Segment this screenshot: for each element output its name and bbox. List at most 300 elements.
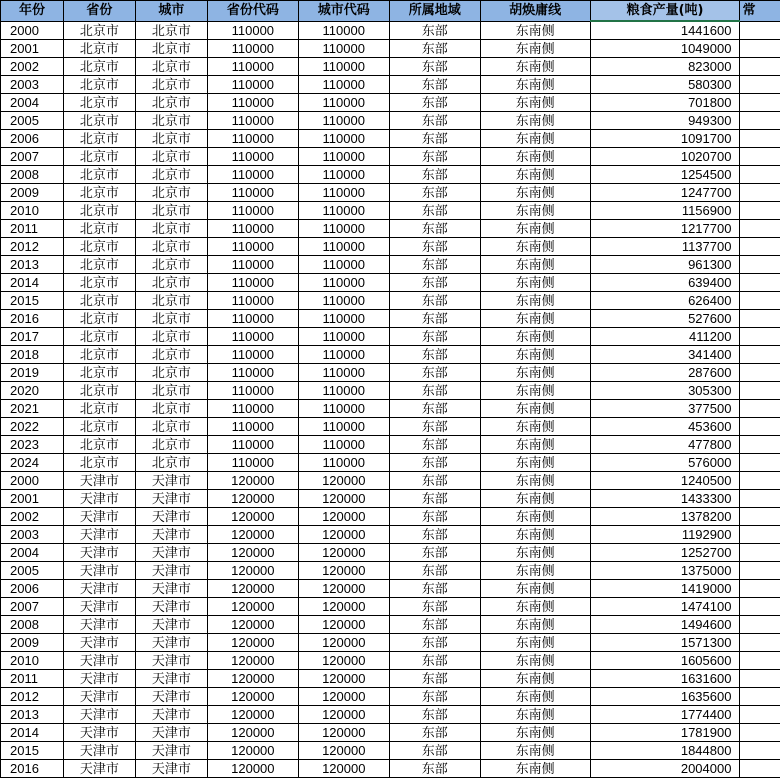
cell-empty[interactable] bbox=[740, 508, 780, 526]
cell-region[interactable]: 东部 bbox=[389, 292, 480, 310]
cell-year[interactable]: 2011 bbox=[1, 220, 64, 238]
cell-city-code[interactable]: 110000 bbox=[298, 256, 389, 274]
cell-province[interactable]: 天津市 bbox=[63, 490, 135, 508]
cell-empty[interactable] bbox=[740, 544, 780, 562]
cell-year[interactable]: 2017 bbox=[1, 328, 64, 346]
cell-province-code[interactable]: 110000 bbox=[207, 310, 298, 328]
cell-hu-line[interactable]: 东南侧 bbox=[480, 544, 590, 562]
cell-province-code[interactable]: 110000 bbox=[207, 220, 298, 238]
cell-hu-line[interactable]: 东南侧 bbox=[480, 508, 590, 526]
cell-city[interactable]: 北京市 bbox=[135, 148, 207, 166]
cell-hu-line[interactable]: 东南侧 bbox=[480, 688, 590, 706]
cell-grain-output[interactable]: 1252700 bbox=[590, 544, 740, 562]
cell-city-code[interactable]: 110000 bbox=[298, 130, 389, 148]
cell-hu-line[interactable]: 东南侧 bbox=[480, 580, 590, 598]
cell-province-code[interactable]: 110000 bbox=[207, 346, 298, 364]
cell-province-code[interactable]: 110000 bbox=[207, 400, 298, 418]
cell-city[interactable]: 天津市 bbox=[135, 526, 207, 544]
cell-grain-output[interactable]: 1091700 bbox=[590, 130, 740, 148]
cell-region[interactable]: 东部 bbox=[389, 526, 480, 544]
cell-grain-output[interactable]: 1049000 bbox=[590, 40, 740, 58]
cell-empty[interactable] bbox=[740, 688, 780, 706]
cell-city-code[interactable]: 110000 bbox=[298, 346, 389, 364]
cell-province-code[interactable]: 110000 bbox=[207, 202, 298, 220]
cell-grain-output[interactable]: 1441600 bbox=[590, 21, 740, 40]
cell-region[interactable]: 东部 bbox=[389, 166, 480, 184]
cell-grain-output[interactable]: 341400 bbox=[590, 346, 740, 364]
cell-grain-output[interactable]: 580300 bbox=[590, 76, 740, 94]
cell-province-code[interactable]: 120000 bbox=[207, 472, 298, 490]
cell-province-code[interactable]: 110000 bbox=[207, 40, 298, 58]
cell-province-code[interactable]: 110000 bbox=[207, 112, 298, 130]
cell-hu-line[interactable]: 东南侧 bbox=[480, 472, 590, 490]
cell-year[interactable]: 2024 bbox=[1, 454, 64, 472]
cell-region[interactable]: 东部 bbox=[389, 58, 480, 76]
cell-hu-line[interactable]: 东南侧 bbox=[480, 670, 590, 688]
cell-province[interactable]: 天津市 bbox=[63, 706, 135, 724]
cell-city[interactable]: 北京市 bbox=[135, 202, 207, 220]
cell-city[interactable]: 天津市 bbox=[135, 742, 207, 760]
cell-city-code[interactable]: 110000 bbox=[298, 310, 389, 328]
cell-year[interactable]: 2009 bbox=[1, 184, 64, 202]
cell-province[interactable]: 北京市 bbox=[63, 274, 135, 292]
cell-region[interactable]: 东部 bbox=[389, 220, 480, 238]
cell-province-code[interactable]: 110000 bbox=[207, 292, 298, 310]
cell-hu-line[interactable]: 东南侧 bbox=[480, 526, 590, 544]
cell-year[interactable]: 2019 bbox=[1, 364, 64, 382]
cell-empty[interactable] bbox=[740, 58, 780, 76]
cell-city[interactable]: 北京市 bbox=[135, 94, 207, 112]
cell-province[interactable]: 北京市 bbox=[63, 21, 135, 40]
cell-city[interactable]: 北京市 bbox=[135, 292, 207, 310]
cell-city[interactable]: 北京市 bbox=[135, 58, 207, 76]
cell-province-code[interactable]: 120000 bbox=[207, 652, 298, 670]
cell-grain-output[interactable]: 1217700 bbox=[590, 220, 740, 238]
cell-grain-output[interactable]: 453600 bbox=[590, 418, 740, 436]
cell-empty[interactable] bbox=[740, 742, 780, 760]
cell-empty[interactable] bbox=[740, 364, 780, 382]
header-cell-city-code[interactable]: 城市代码 bbox=[298, 1, 389, 22]
cell-city-code[interactable]: 110000 bbox=[298, 328, 389, 346]
cell-province[interactable]: 北京市 bbox=[63, 184, 135, 202]
cell-grain-output[interactable]: 1474100 bbox=[590, 598, 740, 616]
cell-year[interactable]: 2012 bbox=[1, 238, 64, 256]
cell-empty[interactable] bbox=[740, 598, 780, 616]
cell-province-code[interactable]: 110000 bbox=[207, 256, 298, 274]
cell-city-code[interactable]: 110000 bbox=[298, 400, 389, 418]
cell-province-code[interactable]: 120000 bbox=[207, 634, 298, 652]
cell-province[interactable]: 北京市 bbox=[63, 256, 135, 274]
cell-province[interactable]: 北京市 bbox=[63, 166, 135, 184]
cell-year[interactable]: 2009 bbox=[1, 634, 64, 652]
cell-empty[interactable] bbox=[740, 256, 780, 274]
cell-year[interactable]: 2005 bbox=[1, 112, 64, 130]
cell-province[interactable]: 天津市 bbox=[63, 508, 135, 526]
cell-city[interactable]: 北京市 bbox=[135, 436, 207, 454]
cell-province[interactable]: 北京市 bbox=[63, 382, 135, 400]
cell-city[interactable]: 天津市 bbox=[135, 652, 207, 670]
cell-grain-output[interactable]: 377500 bbox=[590, 400, 740, 418]
cell-region[interactable]: 东部 bbox=[389, 400, 480, 418]
cell-city[interactable]: 天津市 bbox=[135, 490, 207, 508]
cell-year[interactable]: 2004 bbox=[1, 94, 64, 112]
cell-year[interactable]: 2008 bbox=[1, 616, 64, 634]
cell-empty[interactable] bbox=[740, 166, 780, 184]
cell-region[interactable]: 东部 bbox=[389, 346, 480, 364]
cell-grain-output[interactable]: 411200 bbox=[590, 328, 740, 346]
cell-year[interactable]: 2003 bbox=[1, 76, 64, 94]
cell-hu-line[interactable]: 东南侧 bbox=[480, 166, 590, 184]
cell-region[interactable]: 东部 bbox=[389, 274, 480, 292]
cell-city[interactable]: 天津市 bbox=[135, 634, 207, 652]
cell-city[interactable]: 天津市 bbox=[135, 760, 207, 778]
cell-city-code[interactable]: 110000 bbox=[298, 148, 389, 166]
cell-hu-line[interactable]: 东南侧 bbox=[480, 454, 590, 472]
cell-year[interactable]: 2013 bbox=[1, 706, 64, 724]
cell-city[interactable]: 北京市 bbox=[135, 76, 207, 94]
cell-empty[interactable] bbox=[740, 436, 780, 454]
cell-province-code[interactable]: 110000 bbox=[207, 184, 298, 202]
cell-city[interactable]: 北京市 bbox=[135, 40, 207, 58]
cell-empty[interactable] bbox=[740, 292, 780, 310]
cell-city-code[interactable]: 110000 bbox=[298, 436, 389, 454]
cell-province-code[interactable]: 120000 bbox=[207, 544, 298, 562]
header-cell-grain-output[interactable]: 粮食产量(吨) bbox=[590, 1, 740, 22]
cell-hu-line[interactable]: 东南侧 bbox=[480, 310, 590, 328]
cell-region[interactable]: 东部 bbox=[389, 40, 480, 58]
cell-empty[interactable] bbox=[740, 274, 780, 292]
header-cell-truncated[interactable]: 常 bbox=[740, 1, 780, 22]
cell-city[interactable]: 天津市 bbox=[135, 508, 207, 526]
cell-grain-output[interactable]: 527600 bbox=[590, 310, 740, 328]
cell-province[interactable]: 天津市 bbox=[63, 526, 135, 544]
cell-city[interactable]: 天津市 bbox=[135, 706, 207, 724]
cell-year[interactable]: 2015 bbox=[1, 742, 64, 760]
cell-city-code[interactable]: 110000 bbox=[298, 40, 389, 58]
cell-city-code[interactable]: 110000 bbox=[298, 166, 389, 184]
cell-year[interactable]: 2014 bbox=[1, 724, 64, 742]
cell-province-code[interactable]: 110000 bbox=[207, 454, 298, 472]
cell-city[interactable]: 北京市 bbox=[135, 220, 207, 238]
cell-province[interactable]: 天津市 bbox=[63, 760, 135, 778]
cell-province[interactable]: 北京市 bbox=[63, 202, 135, 220]
cell-grain-output[interactable]: 823000 bbox=[590, 58, 740, 76]
cell-city[interactable]: 北京市 bbox=[135, 256, 207, 274]
cell-province-code[interactable]: 110000 bbox=[207, 274, 298, 292]
cell-city-code[interactable]: 120000 bbox=[298, 652, 389, 670]
cell-city-code[interactable]: 110000 bbox=[298, 220, 389, 238]
cell-region[interactable]: 东部 bbox=[389, 760, 480, 778]
cell-province-code[interactable]: 110000 bbox=[207, 94, 298, 112]
cell-empty[interactable] bbox=[740, 148, 780, 166]
cell-city[interactable]: 北京市 bbox=[135, 382, 207, 400]
cell-province-code[interactable]: 110000 bbox=[207, 166, 298, 184]
cell-grain-output[interactable]: 1378200 bbox=[590, 508, 740, 526]
cell-region[interactable]: 东部 bbox=[389, 544, 480, 562]
header-cell-region[interactable]: 所属地域 bbox=[389, 1, 480, 22]
cell-province-code[interactable]: 120000 bbox=[207, 508, 298, 526]
cell-hu-line[interactable]: 东南侧 bbox=[480, 418, 590, 436]
cell-year[interactable]: 2022 bbox=[1, 418, 64, 436]
cell-region[interactable]: 东部 bbox=[389, 742, 480, 760]
cell-year[interactable]: 2005 bbox=[1, 562, 64, 580]
cell-city-code[interactable]: 120000 bbox=[298, 634, 389, 652]
cell-hu-line[interactable]: 东南侧 bbox=[480, 148, 590, 166]
cell-hu-line[interactable]: 东南侧 bbox=[480, 706, 590, 724]
cell-region[interactable]: 东部 bbox=[389, 724, 480, 742]
cell-region[interactable]: 东部 bbox=[389, 184, 480, 202]
cell-hu-line[interactable]: 东南侧 bbox=[480, 184, 590, 202]
cell-city-code[interactable]: 110000 bbox=[298, 202, 389, 220]
cell-city[interactable]: 北京市 bbox=[135, 400, 207, 418]
cell-province-code[interactable]: 120000 bbox=[207, 742, 298, 760]
cell-empty[interactable] bbox=[740, 490, 780, 508]
cell-city-code[interactable]: 110000 bbox=[298, 238, 389, 256]
cell-city[interactable]: 天津市 bbox=[135, 580, 207, 598]
cell-hu-line[interactable]: 东南侧 bbox=[480, 562, 590, 580]
cell-grain-output[interactable]: 1247700 bbox=[590, 184, 740, 202]
cell-grain-output[interactable]: 477800 bbox=[590, 436, 740, 454]
cell-hu-line[interactable]: 东南侧 bbox=[480, 130, 590, 148]
cell-city[interactable]: 北京市 bbox=[135, 454, 207, 472]
cell-year[interactable]: 2013 bbox=[1, 256, 64, 274]
cell-hu-line[interactable]: 东南侧 bbox=[480, 112, 590, 130]
cell-province-code[interactable]: 110000 bbox=[207, 436, 298, 454]
cell-city[interactable]: 天津市 bbox=[135, 598, 207, 616]
cell-province-code[interactable]: 110000 bbox=[207, 76, 298, 94]
cell-city[interactable]: 北京市 bbox=[135, 238, 207, 256]
cell-empty[interactable] bbox=[740, 40, 780, 58]
cell-empty[interactable] bbox=[740, 634, 780, 652]
cell-province[interactable]: 天津市 bbox=[63, 688, 135, 706]
cell-city-code[interactable]: 120000 bbox=[298, 724, 389, 742]
cell-city-code[interactable]: 110000 bbox=[298, 58, 389, 76]
cell-city[interactable]: 北京市 bbox=[135, 130, 207, 148]
cell-region[interactable]: 东部 bbox=[389, 688, 480, 706]
cell-city-code[interactable]: 110000 bbox=[298, 454, 389, 472]
cell-province-code[interactable]: 120000 bbox=[207, 724, 298, 742]
cell-grain-output[interactable]: 961300 bbox=[590, 256, 740, 274]
cell-city-code[interactable]: 110000 bbox=[298, 21, 389, 40]
cell-province[interactable]: 北京市 bbox=[63, 436, 135, 454]
cell-empty[interactable] bbox=[740, 400, 780, 418]
cell-hu-line[interactable]: 东南侧 bbox=[480, 490, 590, 508]
cell-city-code[interactable]: 120000 bbox=[298, 670, 389, 688]
cell-hu-line[interactable]: 东南侧 bbox=[480, 76, 590, 94]
cell-empty[interactable] bbox=[740, 724, 780, 742]
cell-year[interactable]: 2020 bbox=[1, 382, 64, 400]
cell-city[interactable]: 天津市 bbox=[135, 688, 207, 706]
cell-city[interactable]: 北京市 bbox=[135, 21, 207, 40]
cell-city[interactable]: 北京市 bbox=[135, 310, 207, 328]
cell-region[interactable]: 东部 bbox=[389, 328, 480, 346]
cell-year[interactable]: 2001 bbox=[1, 490, 64, 508]
cell-hu-line[interactable]: 东南侧 bbox=[480, 652, 590, 670]
cell-hu-line[interactable]: 东南侧 bbox=[480, 634, 590, 652]
cell-empty[interactable] bbox=[740, 94, 780, 112]
cell-empty[interactable] bbox=[740, 112, 780, 130]
cell-city-code[interactable]: 120000 bbox=[298, 580, 389, 598]
cell-province[interactable]: 北京市 bbox=[63, 238, 135, 256]
cell-city-code[interactable]: 120000 bbox=[298, 562, 389, 580]
cell-grain-output[interactable]: 1419000 bbox=[590, 580, 740, 598]
cell-region[interactable]: 东部 bbox=[389, 598, 480, 616]
cell-province[interactable]: 天津市 bbox=[63, 652, 135, 670]
cell-province[interactable]: 北京市 bbox=[63, 76, 135, 94]
cell-year[interactable]: 2002 bbox=[1, 58, 64, 76]
cell-grain-output[interactable]: 1433300 bbox=[590, 490, 740, 508]
cell-grain-output[interactable]: 1375000 bbox=[590, 562, 740, 580]
cell-grain-output[interactable]: 701800 bbox=[590, 94, 740, 112]
cell-province-code[interactable]: 110000 bbox=[207, 382, 298, 400]
cell-year[interactable]: 2000 bbox=[1, 21, 64, 40]
cell-city-code[interactable]: 110000 bbox=[298, 382, 389, 400]
cell-province[interactable]: 北京市 bbox=[63, 346, 135, 364]
cell-hu-line[interactable]: 东南侧 bbox=[480, 400, 590, 418]
cell-province[interactable]: 北京市 bbox=[63, 400, 135, 418]
cell-city[interactable]: 北京市 bbox=[135, 166, 207, 184]
cell-empty[interactable] bbox=[740, 21, 780, 40]
cell-province-code[interactable]: 110000 bbox=[207, 364, 298, 382]
cell-province-code[interactable]: 110000 bbox=[207, 328, 298, 346]
cell-hu-line[interactable]: 东南侧 bbox=[480, 21, 590, 40]
cell-province[interactable]: 天津市 bbox=[63, 598, 135, 616]
cell-year[interactable]: 2023 bbox=[1, 436, 64, 454]
cell-region[interactable]: 东部 bbox=[389, 21, 480, 40]
cell-city-code[interactable]: 120000 bbox=[298, 688, 389, 706]
cell-region[interactable]: 东部 bbox=[389, 94, 480, 112]
cell-grain-output[interactable]: 1571300 bbox=[590, 634, 740, 652]
cell-grain-output[interactable]: 1774400 bbox=[590, 706, 740, 724]
header-cell-year[interactable]: 年份 bbox=[1, 1, 64, 22]
cell-empty[interactable] bbox=[740, 130, 780, 148]
header-cell-province-code[interactable]: 省份代码 bbox=[207, 1, 298, 22]
cell-empty[interactable] bbox=[740, 652, 780, 670]
cell-region[interactable]: 东部 bbox=[389, 310, 480, 328]
cell-province[interactable]: 天津市 bbox=[63, 634, 135, 652]
cell-year[interactable]: 2003 bbox=[1, 526, 64, 544]
cell-province[interactable]: 北京市 bbox=[63, 130, 135, 148]
cell-year[interactable]: 2007 bbox=[1, 598, 64, 616]
cell-province-code[interactable]: 110000 bbox=[207, 238, 298, 256]
cell-region[interactable]: 东部 bbox=[389, 364, 480, 382]
cell-hu-line[interactable]: 东南侧 bbox=[480, 202, 590, 220]
cell-year[interactable]: 2006 bbox=[1, 130, 64, 148]
cell-province-code[interactable]: 120000 bbox=[207, 760, 298, 778]
cell-province[interactable]: 天津市 bbox=[63, 616, 135, 634]
cell-year[interactable]: 2002 bbox=[1, 508, 64, 526]
cell-hu-line[interactable]: 东南侧 bbox=[480, 616, 590, 634]
cell-hu-line[interactable]: 东南侧 bbox=[480, 598, 590, 616]
cell-hu-line[interactable]: 东南侧 bbox=[480, 382, 590, 400]
cell-city[interactable]: 北京市 bbox=[135, 184, 207, 202]
cell-province[interactable]: 北京市 bbox=[63, 310, 135, 328]
cell-grain-output[interactable]: 1494600 bbox=[590, 616, 740, 634]
cell-hu-line[interactable]: 东南侧 bbox=[480, 58, 590, 76]
cell-hu-line[interactable]: 东南侧 bbox=[480, 256, 590, 274]
cell-province[interactable]: 北京市 bbox=[63, 418, 135, 436]
cell-year[interactable]: 2001 bbox=[1, 40, 64, 58]
cell-region[interactable]: 东部 bbox=[389, 562, 480, 580]
cell-hu-line[interactable]: 东南侧 bbox=[480, 40, 590, 58]
cell-province[interactable]: 天津市 bbox=[63, 544, 135, 562]
cell-hu-line[interactable]: 东南侧 bbox=[480, 292, 590, 310]
cell-region[interactable]: 东部 bbox=[389, 436, 480, 454]
cell-city[interactable]: 天津市 bbox=[135, 724, 207, 742]
cell-empty[interactable] bbox=[740, 616, 780, 634]
cell-city-code[interactable]: 120000 bbox=[298, 526, 389, 544]
cell-grain-output[interactable]: 576000 bbox=[590, 454, 740, 472]
cell-city-code[interactable]: 120000 bbox=[298, 760, 389, 778]
cell-grain-output[interactable]: 1781900 bbox=[590, 724, 740, 742]
cell-province[interactable]: 天津市 bbox=[63, 562, 135, 580]
cell-city[interactable]: 北京市 bbox=[135, 418, 207, 436]
cell-city-code[interactable]: 120000 bbox=[298, 472, 389, 490]
header-cell-hu-line[interactable]: 胡焕庸线 bbox=[480, 1, 590, 22]
cell-province[interactable]: 北京市 bbox=[63, 94, 135, 112]
cell-province[interactable]: 北京市 bbox=[63, 364, 135, 382]
cell-province-code[interactable]: 120000 bbox=[207, 598, 298, 616]
cell-province[interactable]: 北京市 bbox=[63, 148, 135, 166]
cell-province[interactable]: 天津市 bbox=[63, 580, 135, 598]
cell-city-code[interactable]: 110000 bbox=[298, 292, 389, 310]
cell-region[interactable]: 东部 bbox=[389, 418, 480, 436]
cell-year[interactable]: 2007 bbox=[1, 148, 64, 166]
cell-city-code[interactable]: 120000 bbox=[298, 616, 389, 634]
cell-city-code[interactable]: 120000 bbox=[298, 742, 389, 760]
cell-city-code[interactable]: 110000 bbox=[298, 364, 389, 382]
cell-province-code[interactable]: 120000 bbox=[207, 562, 298, 580]
cell-hu-line[interactable]: 东南侧 bbox=[480, 760, 590, 778]
cell-city[interactable]: 北京市 bbox=[135, 274, 207, 292]
cell-province-code[interactable]: 110000 bbox=[207, 58, 298, 76]
cell-city[interactable]: 天津市 bbox=[135, 670, 207, 688]
cell-empty[interactable] bbox=[740, 202, 780, 220]
cell-city-code[interactable]: 110000 bbox=[298, 94, 389, 112]
cell-city[interactable]: 天津市 bbox=[135, 544, 207, 562]
cell-year[interactable]: 2016 bbox=[1, 760, 64, 778]
cell-region[interactable]: 东部 bbox=[389, 202, 480, 220]
cell-city-code[interactable]: 120000 bbox=[298, 706, 389, 724]
cell-hu-line[interactable]: 东南侧 bbox=[480, 742, 590, 760]
cell-region[interactable]: 东部 bbox=[389, 256, 480, 274]
header-cell-city[interactable]: 城市 bbox=[135, 1, 207, 22]
cell-grain-output[interactable]: 1020700 bbox=[590, 148, 740, 166]
cell-hu-line[interactable]: 东南侧 bbox=[480, 328, 590, 346]
cell-city[interactable]: 天津市 bbox=[135, 616, 207, 634]
cell-year[interactable]: 2018 bbox=[1, 346, 64, 364]
cell-year[interactable]: 2010 bbox=[1, 202, 64, 220]
cell-region[interactable]: 东部 bbox=[389, 652, 480, 670]
cell-year[interactable]: 2010 bbox=[1, 652, 64, 670]
cell-year[interactable]: 2000 bbox=[1, 472, 64, 490]
cell-year[interactable]: 2021 bbox=[1, 400, 64, 418]
cell-province[interactable]: 北京市 bbox=[63, 112, 135, 130]
cell-province[interactable]: 天津市 bbox=[63, 670, 135, 688]
cell-province[interactable]: 天津市 bbox=[63, 472, 135, 490]
cell-empty[interactable] bbox=[740, 328, 780, 346]
cell-grain-output[interactable]: 1635600 bbox=[590, 688, 740, 706]
cell-province[interactable]: 北京市 bbox=[63, 328, 135, 346]
cell-grain-output[interactable]: 1254500 bbox=[590, 166, 740, 184]
cell-grain-output[interactable]: 1240500 bbox=[590, 472, 740, 490]
cell-province-code[interactable]: 120000 bbox=[207, 580, 298, 598]
cell-empty[interactable] bbox=[740, 472, 780, 490]
cell-region[interactable]: 东部 bbox=[389, 670, 480, 688]
cell-city-code[interactable]: 110000 bbox=[298, 184, 389, 202]
cell-province[interactable]: 北京市 bbox=[63, 40, 135, 58]
cell-empty[interactable] bbox=[740, 580, 780, 598]
